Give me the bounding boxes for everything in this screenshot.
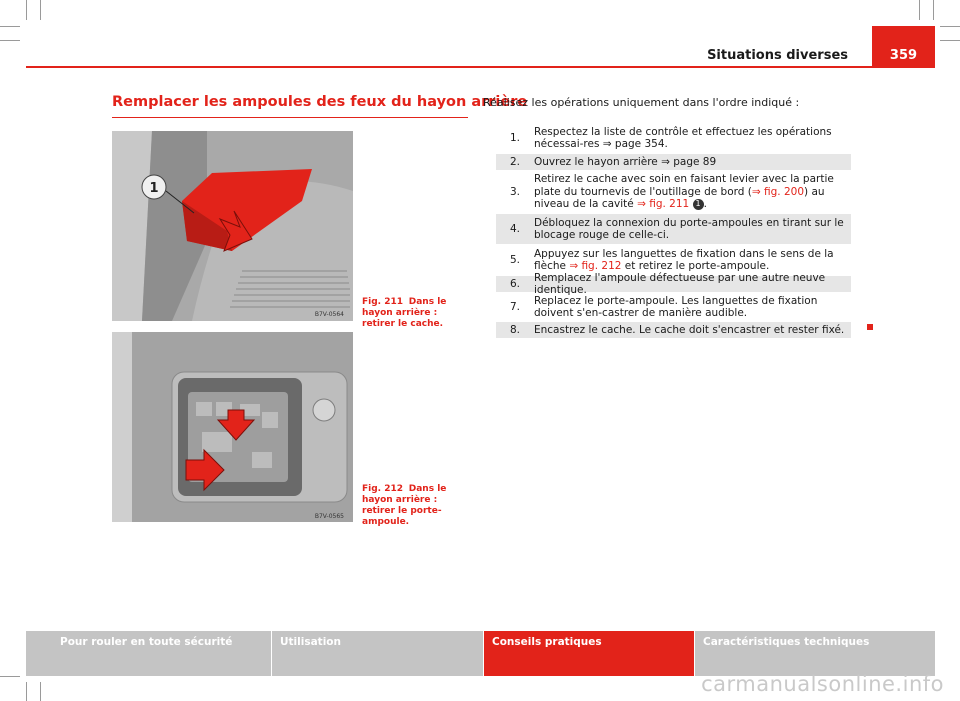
step-row (496, 170, 851, 214)
step-number: 5. (509, 253, 521, 266)
footer-nav (26, 631, 935, 676)
crop-mark (40, 0, 41, 20)
figure-211-caption (362, 297, 472, 330)
step-row (496, 122, 851, 154)
step-text (534, 173, 851, 211)
page-number-text: 359 (889, 48, 918, 63)
step-text-part: ) au niveau de la cavité (534, 185, 825, 211)
chapter-title: Situations diverses (707, 48, 848, 63)
step-number: 8. (509, 323, 521, 336)
step-number: 2. (509, 155, 521, 168)
figure-link[interactable]: ⇒ fig. 200 (751, 185, 805, 198)
figure-212-image (112, 332, 353, 522)
figure-211-image (112, 131, 353, 321)
callout-badge: 1 (693, 199, 704, 210)
step-text-part: . (703, 198, 707, 211)
step-text: Encastrez le cache. Le cache doit s'encastrer et rester fixé. (534, 323, 845, 336)
figure-212-label: Fig. 212 (362, 484, 404, 494)
step-text-part: et retirez le porte-ampoule. (624, 260, 770, 272)
nav-tab-conseils-pratiques[interactable]: Conseils pratiques (484, 631, 695, 676)
figure-212-illustration (112, 332, 353, 522)
crop-mark (940, 26, 960, 27)
step-row (496, 322, 851, 338)
step-row (496, 214, 851, 244)
figure-link[interactable]: ⇒ fig. 212 (569, 260, 622, 272)
nav-tab-caracteristiques[interactable]: Caractéristiques techniques (695, 631, 935, 676)
section-title: Remplacer les ampoules des feux du hayon arrière (112, 94, 528, 110)
step-text: Débloquez la connexion du porte-ampoules en tirant sur le blocage rouge de celle-ci. (534, 216, 844, 241)
step-number: 3. (509, 185, 521, 198)
section-rule (112, 117, 468, 118)
step-text (534, 248, 851, 273)
step-text-part: Retirez le cache avec soin en faisant levier avec la partie plate du tournevis de l'outillage de bord ( (534, 173, 834, 198)
watermark: carmanualsonline.info (701, 672, 944, 696)
step-row (496, 292, 851, 322)
figure-212-caption-text: Dans le hayon arrière : retirer le porte-ampoule. (362, 484, 447, 527)
nav-tab-utilisation[interactable]: Utilisation (272, 631, 484, 676)
crop-mark (0, 26, 20, 27)
crop-mark (933, 0, 934, 20)
figure-211-callout: 1 (149, 181, 159, 196)
step-text: Respectez la liste de contrôle et effectuez les opérations nécessai-res ⇒ page 354. (534, 125, 832, 150)
instructions-intro: Réalisez les opérations uniquement dans l'ordre indiqué : (483, 96, 800, 109)
crop-mark (940, 40, 960, 41)
crop-mark (0, 40, 20, 41)
step-number: 7. (509, 300, 521, 313)
header-rule (26, 66, 935, 68)
step-text: Remplacez l'ampoule défectueuse par une autre neuve identique. (534, 271, 826, 296)
crop-mark (26, 0, 27, 20)
figure-212-caption (362, 484, 472, 528)
crop-mark (0, 676, 20, 677)
figure-211-label: Fig. 211 (362, 297, 404, 307)
figure-link[interactable]: ⇒ fig. 211 (637, 198, 690, 211)
step-text: Replacez le porte-ampoule. Les languettes de fixation doivent s'en-castrer de manière audible. (534, 294, 818, 319)
steps-list (496, 122, 851, 338)
figure-211-code: B7V-0564 (314, 311, 344, 318)
crop-mark (40, 682, 41, 701)
crop-mark (919, 0, 920, 20)
figure-212-code: B7V-0565 (314, 513, 344, 520)
step-number: 1. (509, 131, 521, 144)
figure-211-caption-text: Dans le hayon arrière : retirer le cache. (362, 297, 447, 329)
figure-211-illustration (112, 131, 353, 321)
crop-mark (26, 682, 27, 701)
step-row (496, 154, 851, 170)
step-text-part: Appuyez sur les languettes de fixation dans le sens de la flèche (534, 247, 834, 272)
section-end-marker (867, 324, 873, 330)
step-number: 4. (509, 222, 521, 235)
nav-tab-securite[interactable]: Pour rouler en toute sécurité (26, 631, 272, 676)
page-number (872, 26, 935, 68)
step-row (496, 271, 851, 296)
step-number: 6. (509, 277, 521, 290)
step-text: Ouvrez le hayon arrière ⇒ page 89 (534, 155, 717, 168)
